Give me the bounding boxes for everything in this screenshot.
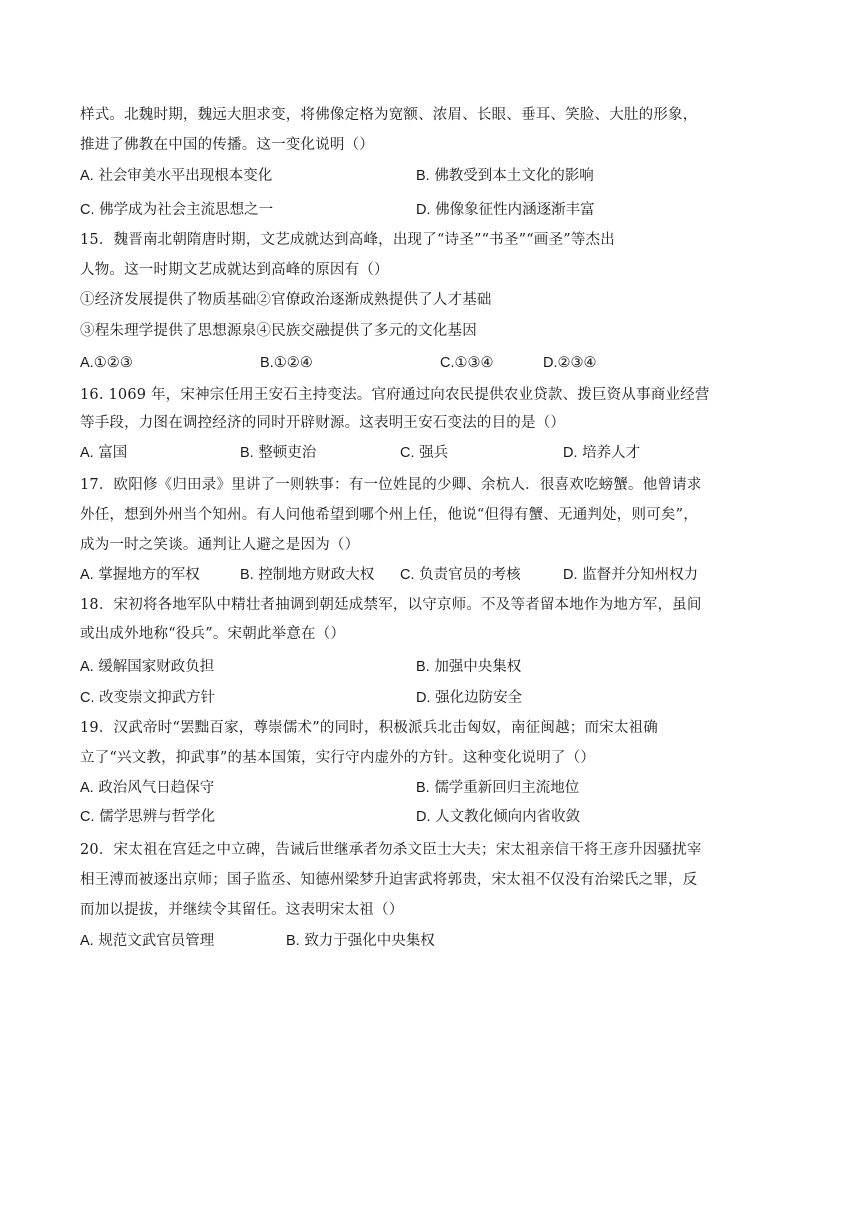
- q18-option-d[interactable]: D. 强化边防安全: [416, 690, 523, 706]
- q16-stem-line-2: 等手段，力图在调控经济的同时开辟财源。这表明王安石变法的目的是（）: [80, 415, 566, 431]
- q20-stem-line-2: 相王溥而被逐出京师；国子监丞、知德州梁梦升迫害武将郭贵，宋太祖不仅没有治梁氏之罪，反: [80, 872, 698, 888]
- q15-option-d[interactable]: D.②③④: [543, 355, 597, 371]
- q20-option-a[interactable]: A. 规范文武官员管理: [80, 933, 215, 949]
- q14-option-a[interactable]: A. 社会审美水平出现根本变化: [80, 168, 273, 184]
- q19-option-a[interactable]: A. 政治风气日趋保守: [80, 780, 215, 796]
- q20-stem-line-1: 20．宋太祖在宫廷之中立碑，告诫后世继承者勿杀文臣士大夫；宋太祖亲信干将王彦升因骚扰宰: [80, 842, 702, 858]
- q17-option-a[interactable]: A. 掌握地方的军权: [80, 567, 200, 583]
- q18-option-b[interactable]: B. 加强中央集权: [416, 659, 522, 675]
- q16-option-b[interactable]: B. 整顿吏治: [240, 445, 317, 461]
- q18-stem-line-2: 或出成外地称“役兵”。宋朝此举意在（）: [80, 626, 346, 642]
- q17-stem-line-1: 17．欧阳修《归田录》里讲了一则轶事：有一位姓昆的少卿、余杭人．很喜欢吃螃蟹。他曾请求: [80, 477, 702, 493]
- q16-option-d[interactable]: D. 培养人才: [563, 445, 641, 461]
- q19-stem-line-1: 19．汉武帝时“罢黜百家，尊崇儒术”的同时，积极派兵北击匈奴，南征闽越；而宋太祖确: [80, 720, 658, 736]
- q17-option-b[interactable]: B. 控制地方财政大权: [240, 567, 375, 583]
- q19-option-c[interactable]: C. 儒学思辨与哲学化: [80, 809, 216, 825]
- q16-option-a[interactable]: A. 富国: [80, 445, 128, 461]
- q14-option-c[interactable]: C. 佛学成为社会主流思想之一: [80, 202, 274, 218]
- q20-option-b[interactable]: B. 致力于强化中央集权: [286, 933, 435, 949]
- q17-option-c[interactable]: C. 负责官员的考核: [400, 567, 521, 583]
- q15-stem-line-1: 15．魏晋南北朝隋唐时期，文艺成就达到高峰，出现了“诗圣”“书圣”“画圣”等杰出: [80, 232, 615, 248]
- q15-statement-line-1: ①经济发展提供了物质基础②官僚政治逐渐成熟提供了人才基础: [80, 292, 492, 308]
- q17-stem-line-2: 外任，想到外州当个知州。有人问他希望到哪个州上任，他说“但得有蟹、无通判处，则可矣”，: [80, 507, 698, 523]
- q17-option-d[interactable]: D. 监督并分知州权力: [563, 567, 699, 583]
- q16-stem-line-1: 16. 1069 年，宋神宗任用王安石主持变法。官府通过向农民提供农业贷款、拨巨资从事商业经营: [80, 387, 710, 403]
- q14-option-b[interactable]: B. 佛教受到本土文化的影响: [416, 168, 594, 184]
- q15-option-b[interactable]: B.①②④: [260, 355, 313, 371]
- q18-option-c[interactable]: C. 改变崇文抑武方针: [80, 690, 216, 706]
- q16-option-c[interactable]: C. 强兵: [400, 445, 449, 461]
- q17-stem-line-3: 成为一时之笑谈。通判让人避之是因为（）: [80, 537, 360, 553]
- q15-option-a[interactable]: A.①②③: [80, 355, 133, 371]
- q15-stem-line-2: 人物。这一时期文艺成就达到高峰的原因有（）: [80, 262, 389, 278]
- q14-stem-line-2: 推进了佛教在中国的传播。这一变化说明（）: [80, 137, 374, 153]
- q19-option-b[interactable]: B. 儒学重新回归主流地位: [416, 780, 580, 796]
- q19-option-d[interactable]: D. 人文教化倾向内省收敛: [416, 809, 581, 825]
- q14-stem-line-1: 样式。北魏时期，魏远大胆求变，将佛像定格为宽额、浓眉、长眼、垂耳、笑脸、大肚的形象，: [80, 107, 698, 123]
- q18-stem-line-1: 18．宋初将各地军队中精壮者抽调到朝廷成禁军，以守京师。不及等者留本地作为地方军，虽间: [80, 597, 702, 613]
- q14-option-d[interactable]: D. 佛像象征性内涵逐渐丰富: [416, 202, 595, 218]
- q19-stem-line-2: 立了“兴文教，抑武事”的基本国策，实行守内虚外的方针。这种变化说明了（）: [80, 750, 596, 766]
- q20-stem-line-3: 而加以提拔，并继续令其留任。这表明宋太祖（）: [80, 902, 404, 918]
- q15-option-c[interactable]: C.①③④: [440, 355, 494, 371]
- q15-statement-line-2: ③程朱理学提供了思想源泉④民族交融提供了多元的文化基因: [80, 323, 477, 339]
- q18-option-a[interactable]: A. 缓解国家财政负担: [80, 659, 215, 675]
